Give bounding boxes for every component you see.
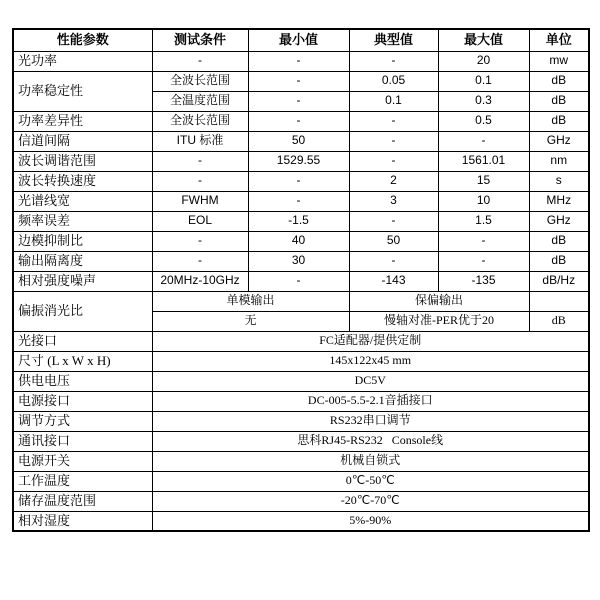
per-pm-output-cell: 保偏输出: [349, 291, 529, 311]
max-value-cell: 0.1: [438, 71, 529, 91]
spec-row-isolation: [13, 251, 589, 271]
info-value-cell: 145x122x45 mm: [152, 351, 589, 371]
param-name-cell: 光谱线宽: [13, 191, 152, 211]
info-row-storage-temperature: [13, 491, 589, 511]
min-value-cell: 40: [248, 231, 349, 251]
param-name-cell: 频率误差: [13, 211, 152, 231]
info-value-cell: 思科RJ45-RS232 Console线: [152, 431, 589, 451]
unit-cell: nm: [529, 151, 589, 171]
per-single-mode-cell: 单模输出: [152, 291, 349, 311]
param-name-cell: 储存温度范围: [13, 491, 152, 511]
typical-value-cell: 0.1: [349, 91, 438, 111]
param-name-cell: 波长调谐范围: [13, 151, 152, 171]
unit-cell: MHz: [529, 191, 589, 211]
spec-row-power-difference: [13, 111, 589, 131]
typical-value-cell: -: [349, 131, 438, 151]
test-condition-cell: -: [152, 231, 248, 251]
unit-cell: dB: [529, 111, 589, 131]
unit-cell: s: [529, 171, 589, 191]
param-name-cell: 功率稳定性: [13, 71, 152, 111]
param-name-cell: 波长转换速度: [13, 171, 152, 191]
max-value-cell: 0.5: [438, 111, 529, 131]
spec-row-frequency-error: [13, 211, 589, 231]
param-name-cell: 光功率: [13, 51, 152, 71]
spec-row-linewidth: [13, 191, 589, 211]
spec-row-smsr: [13, 231, 589, 251]
info-row-dimensions: [13, 351, 589, 371]
info-value-cell: FC适配器/提供定制: [152, 331, 589, 351]
info-row-supply-voltage: [13, 371, 589, 391]
param-name-cell: 信道间隔: [13, 131, 152, 151]
test-condition-cell: 全波长范围: [152, 71, 248, 91]
typical-value-cell: -: [349, 251, 438, 271]
test-condition-cell: EOL: [152, 211, 248, 231]
header-max-value: 最大值: [438, 29, 529, 51]
typical-value-cell: -: [349, 51, 438, 71]
typical-value-cell: 2: [349, 171, 438, 191]
spec-row-optical-power: [13, 51, 589, 71]
header-min-value: 最小值: [248, 29, 349, 51]
spec-row-channel-spacing: [13, 131, 589, 151]
unit-cell: mw: [529, 51, 589, 71]
spec-row-per-1: [13, 291, 589, 311]
info-value-cell: -20℃-70℃: [152, 491, 589, 511]
info-row-optical-interface: [13, 331, 589, 351]
param-name-cell: 边模抑制比: [13, 231, 152, 251]
unit-cell: dB/Hz: [529, 271, 589, 291]
info-value-cell: 0℃-50℃: [152, 471, 589, 491]
test-condition-cell: 全温度范围: [152, 91, 248, 111]
param-name-cell: 相对强度噪声: [13, 271, 152, 291]
per-none-cell: 无: [152, 311, 349, 331]
header-param: 性能参数: [13, 29, 152, 51]
typical-value-cell: -: [349, 111, 438, 131]
test-condition-cell: 全波长范围: [152, 111, 248, 131]
typical-value-cell: 0.05: [349, 71, 438, 91]
max-value-cell: 1.5: [438, 211, 529, 231]
header-row: [13, 29, 589, 51]
info-row-power-connector: [13, 391, 589, 411]
per-unit-empty-cell: [529, 291, 589, 311]
min-value-cell: -: [248, 191, 349, 211]
param-name-cell: 电源开关: [13, 451, 152, 471]
spec-row-power-stability-1: [13, 71, 589, 91]
param-name-cell: 偏振消光比: [13, 291, 152, 331]
param-name-cell: 相对湿度: [13, 511, 152, 531]
max-value-cell: -: [438, 131, 529, 151]
info-row-power-switch: [13, 451, 589, 471]
test-condition-cell: ITU 标准: [152, 131, 248, 151]
param-name-cell: 电源接口: [13, 391, 152, 411]
param-name-cell: 输出隔离度: [13, 251, 152, 271]
max-value-cell: 0.3: [438, 91, 529, 111]
max-value-cell: 15: [438, 171, 529, 191]
max-value-cell: 10: [438, 191, 529, 211]
info-row-relative-humidity: [13, 511, 589, 531]
unit-cell: GHz: [529, 131, 589, 151]
unit-cell: dB: [529, 231, 589, 251]
header-typical-value: 典型值: [349, 29, 438, 51]
max-value-cell: 1561.01: [438, 151, 529, 171]
info-row-comm-interface: [13, 431, 589, 451]
param-name-cell: 供电电压: [13, 371, 152, 391]
test-condition-cell: -: [152, 151, 248, 171]
max-value-cell: -: [438, 231, 529, 251]
spec-row-switching-speed: [13, 171, 589, 191]
unit-cell: dB: [529, 251, 589, 271]
info-row-operating-temperature: [13, 471, 589, 491]
min-value-cell: 1529.55: [248, 151, 349, 171]
typical-value-cell: 50: [349, 231, 438, 251]
min-value-cell: -: [248, 271, 349, 291]
min-value-cell: -1.5: [248, 211, 349, 231]
param-name-cell: 光接口: [13, 331, 152, 351]
unit-cell: dB: [529, 91, 589, 111]
min-value-cell: -: [248, 51, 349, 71]
min-value-cell: 30: [248, 251, 349, 271]
param-name-cell: 工作温度: [13, 471, 152, 491]
test-condition-cell: -: [152, 251, 248, 271]
info-value-cell: 5%-90%: [152, 511, 589, 531]
max-value-cell: -: [438, 251, 529, 271]
param-name-cell: 通讯接口: [13, 431, 152, 451]
per-slow-axis-cell: 慢轴对准-PER优于20: [349, 311, 529, 331]
info-value-cell: 机械自锁式: [152, 451, 589, 471]
typical-value-cell: -143: [349, 271, 438, 291]
min-value-cell: -: [248, 171, 349, 191]
typical-value-cell: -: [349, 151, 438, 171]
typical-value-cell: -: [349, 211, 438, 231]
param-name-cell: 调节方式: [13, 411, 152, 431]
header-unit: 单位: [529, 29, 589, 51]
info-row-adjustment-method: [13, 411, 589, 431]
min-value-cell: -: [248, 71, 349, 91]
header-test-condition: 测试条件: [152, 29, 248, 51]
max-value-cell: 20: [438, 51, 529, 71]
param-name-cell: 功率差异性: [13, 111, 152, 131]
typical-value-cell: 3: [349, 191, 438, 211]
test-condition-cell: 20MHz-10GHz: [152, 271, 248, 291]
min-value-cell: 50: [248, 131, 349, 151]
spec-row-rin: [13, 271, 589, 291]
test-condition-cell: -: [152, 51, 248, 71]
spec-row-tuning-range: [13, 151, 589, 171]
max-value-cell: -135: [438, 271, 529, 291]
param-name-cell: 尺寸 (L x W x H): [13, 351, 152, 371]
unit-cell: dB: [529, 71, 589, 91]
info-value-cell: DC-005-5.5-2.1音插接口: [152, 391, 589, 411]
test-condition-cell: -: [152, 171, 248, 191]
info-value-cell: RS232串口调节: [152, 411, 589, 431]
test-condition-cell: FWHM: [152, 191, 248, 211]
min-value-cell: -: [248, 91, 349, 111]
unit-cell: dB: [529, 311, 589, 331]
info-value-cell: DC5V: [152, 371, 589, 391]
unit-cell: GHz: [529, 211, 589, 231]
spec-table: [12, 28, 590, 532]
min-value-cell: -: [248, 111, 349, 131]
